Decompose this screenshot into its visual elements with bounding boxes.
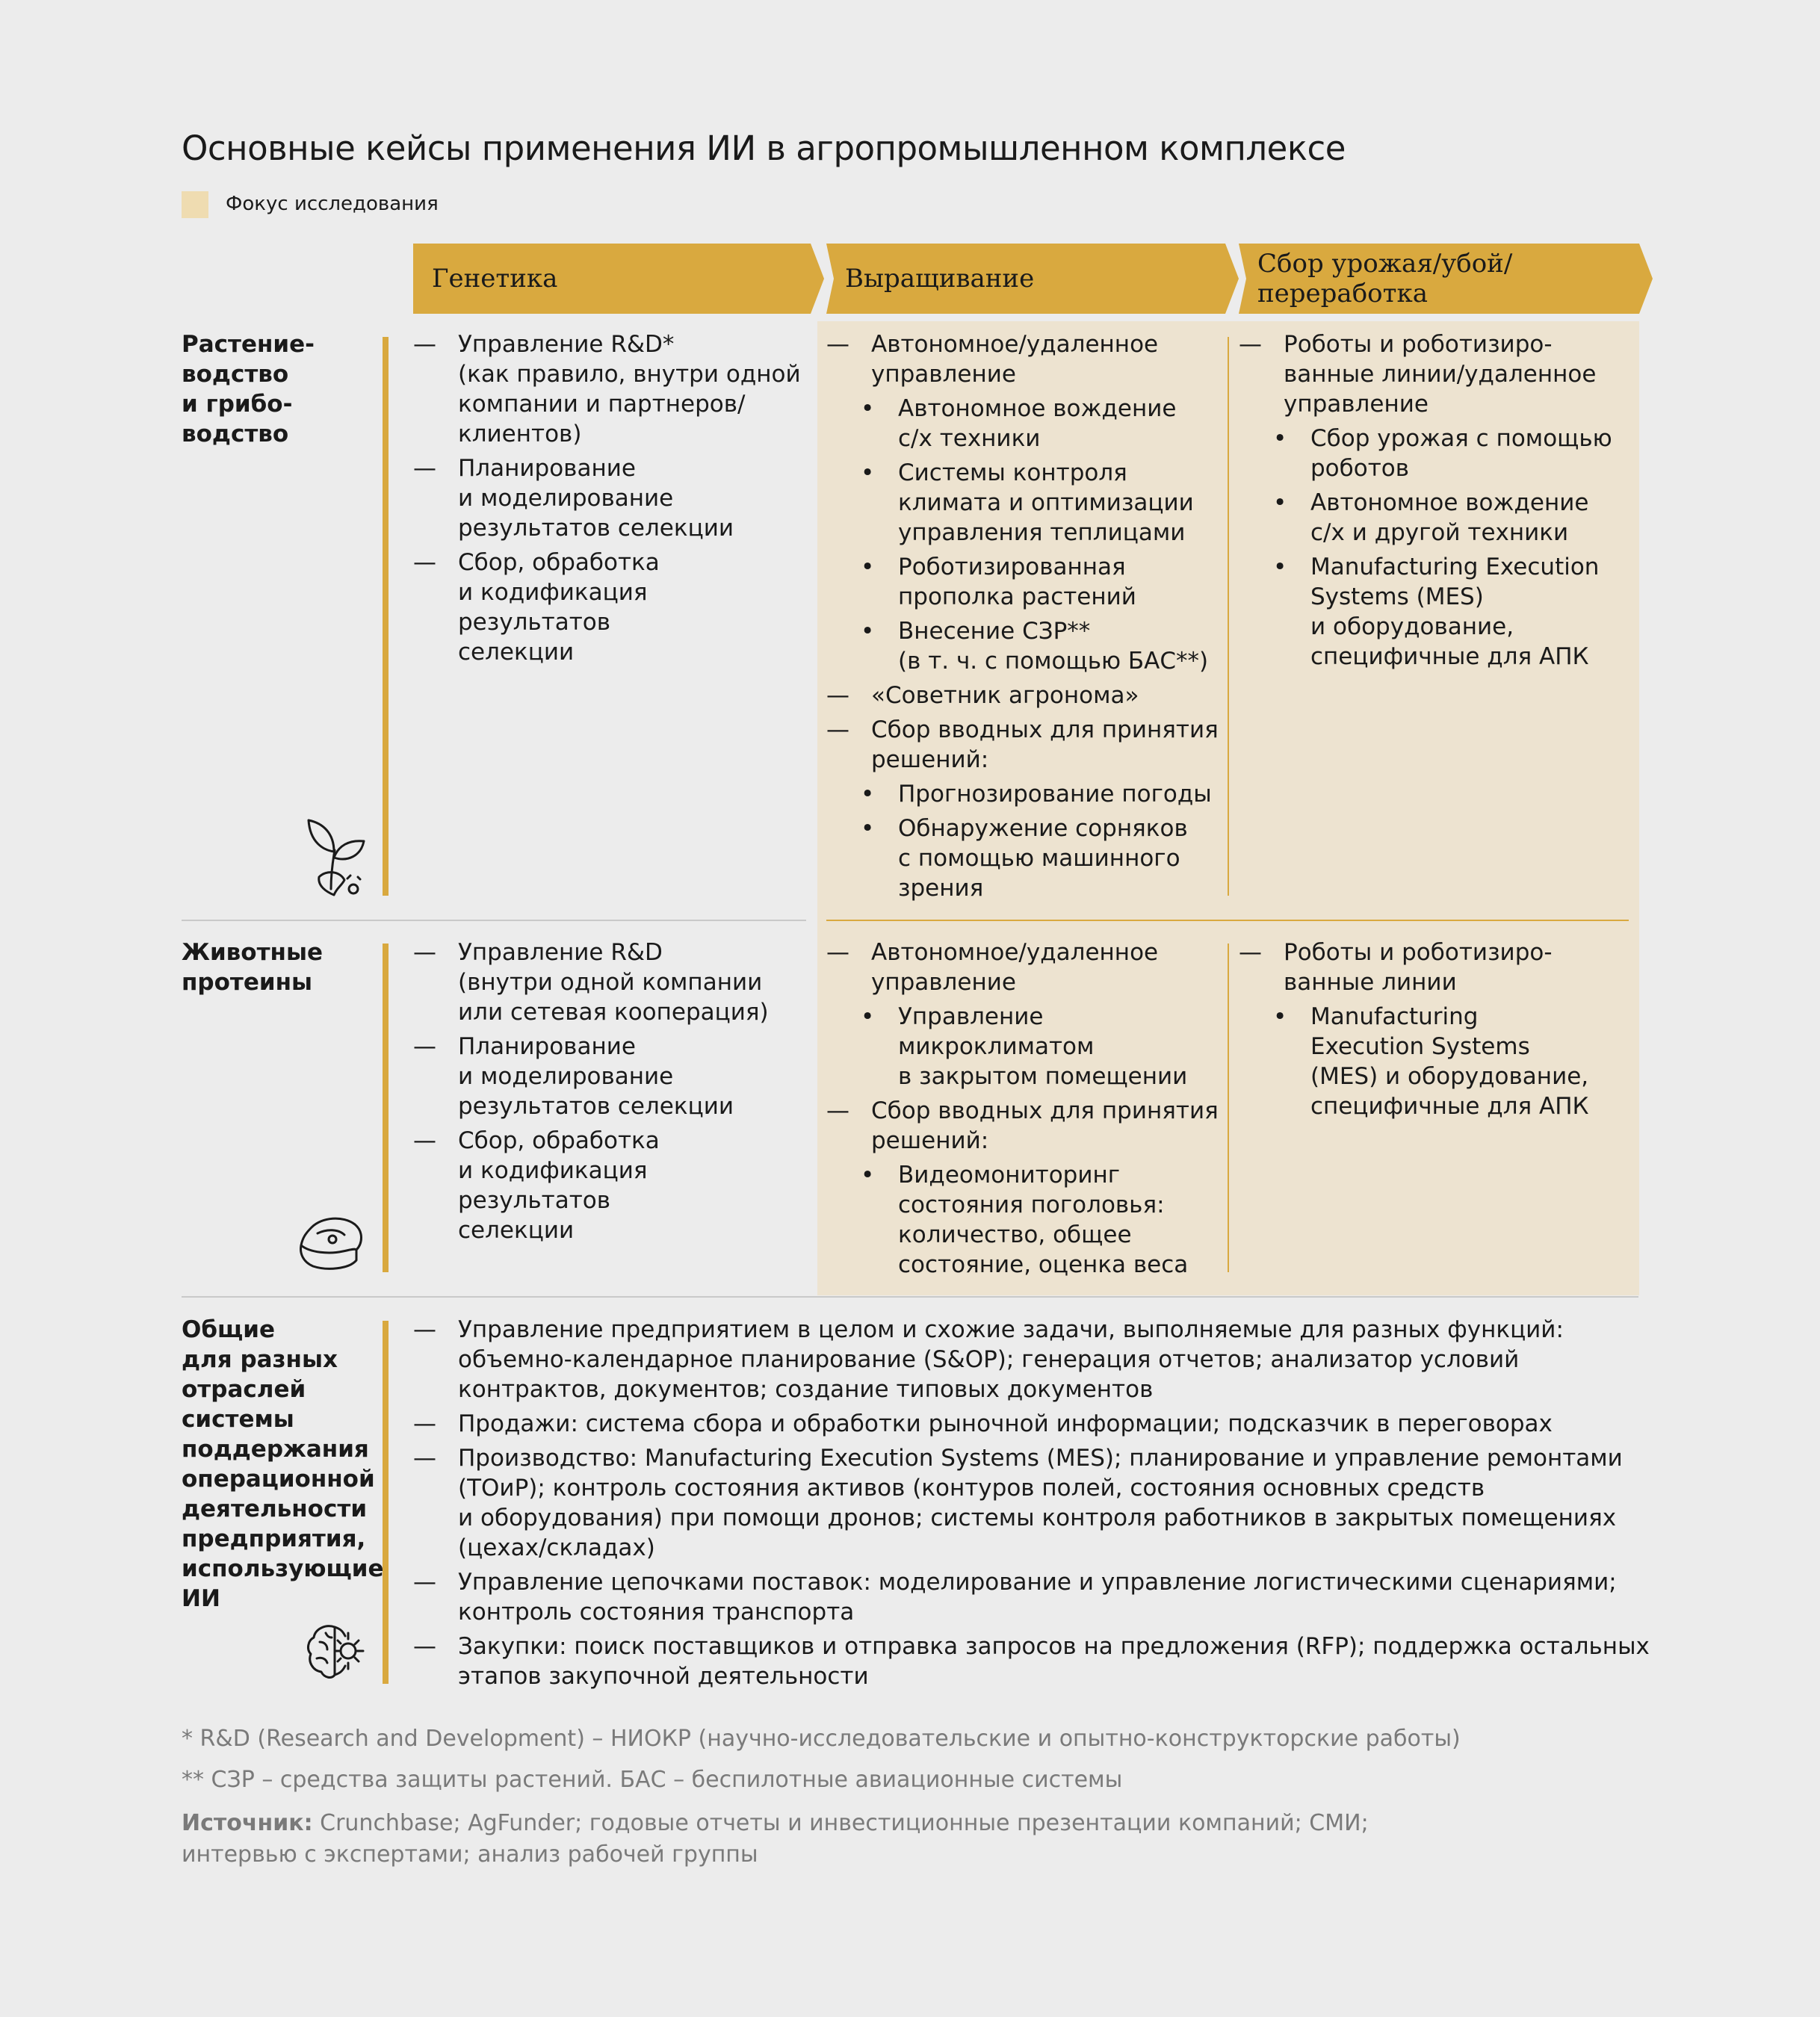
list-item: — Планирование и моделирование результатов селекции xyxy=(413,455,734,542)
legend-swatch xyxy=(182,191,208,218)
list-item: — Автономное/удаленное управление xyxy=(826,939,1159,996)
source-text: Crunchbase; AgFunder; годовые отчеты и инвестиционные презентации компаний; СМИ; xyxy=(312,1810,1369,1836)
cell-crops-growing xyxy=(826,329,1222,908)
phase-harvest xyxy=(1239,244,1653,314)
row-label-animal: Животные протеины xyxy=(182,939,324,996)
sub-item: • Внесение СЗР** (в т. ч. с помощью БАС**) xyxy=(861,618,1209,675)
phase-label: Генетика xyxy=(432,264,558,294)
sub-item: • Автономное вождение с/х техники xyxy=(861,395,1177,452)
phase-growing xyxy=(826,244,1239,314)
footnote-rd: * R&D (Research and Development) – НИОКР (научно-исследовательские и опытно-конструкторские работы) xyxy=(182,1726,1461,1752)
sub-item: • Manufacturing Execution Systems (MES) и оборудование, специфичные для АПК xyxy=(1273,1003,1589,1120)
list-item: — Сбор, обработка и кодификация результатов селекции xyxy=(413,1127,660,1244)
source-note xyxy=(182,1808,1369,1871)
phase-genetics xyxy=(413,244,824,314)
list-item: — Сбор вводных для принятия решений: xyxy=(826,1097,1219,1154)
column-divider xyxy=(1228,337,1229,896)
list-item: — Управление R&D* (как правило, внутри одной компании и партнеров/ клиентов) xyxy=(413,331,801,447)
cell-animal-harvest xyxy=(1239,938,1642,1126)
row-bar xyxy=(383,337,389,896)
list-item: — Управление предприятием в целом и схожие задачи, выполняемые для разных функций: объемно-календарное планирование (S&OP); генерация отчетов; анализатор условий контрактов, документов; создание типовых документов xyxy=(413,1316,1564,1403)
brain-gear-icon xyxy=(303,1620,366,1682)
sub-item: • Видеомониторинг состояния поголовья: количество, общее состояние, оценка веса xyxy=(861,1162,1189,1278)
phase-label: Сбор урожая/убой/ переработка xyxy=(1257,249,1513,309)
row-label-crops: Растение- водство и грибо- водство xyxy=(182,331,315,447)
sub-item: • Управление микроклиматом в закрытом помещении xyxy=(861,1003,1188,1090)
list-item: — Сбор, обработка и кодификация результатов селекции xyxy=(413,549,660,666)
page-title: Основные кейсы применения ИИ в агропромышленном комплексе xyxy=(182,128,1346,168)
footnote-szr: ** СЗР – средства защиты растений. БАС – беспилотные авиационные системы xyxy=(182,1767,1123,1793)
list-item: — Автономное/удаленное управление xyxy=(826,331,1159,388)
row-bar xyxy=(383,944,389,1272)
list-item: — Управление R&D (внутри одной компании или сетевая кооперация) xyxy=(413,939,769,1026)
sub-item: • Прогнозирование погоды xyxy=(861,781,1212,808)
column-divider xyxy=(1228,944,1229,1272)
sub-item: • Системы контроля климата и оптимизации управления теплицами xyxy=(861,459,1194,546)
list-item: — Продажи: система сбора и обработки рыночной информации; подсказчик в переговорах xyxy=(413,1410,1553,1437)
cell-animal-genetics xyxy=(413,938,802,1250)
sub-item: • Роботизированная прополка растений xyxy=(861,554,1136,610)
sub-item: • Автономное вождение с/х и другой техники xyxy=(1273,489,1589,546)
sub-item: • Обнаружение сорняков с помощью машинного зрения xyxy=(861,815,1188,902)
cell-common-systems xyxy=(413,1315,1653,1696)
cell-crops-genetics xyxy=(413,329,802,672)
sprout-icon xyxy=(301,814,368,898)
row-divider xyxy=(182,920,806,921)
list-item: — Управление цепочками поставок: моделирование и управление логистическими сценариями; контроль состояния транспорта xyxy=(413,1569,1617,1626)
phase-label: Выращивание xyxy=(845,264,1035,294)
list-item: — Роботы и роботизиро- ванные линии/удаленное управление xyxy=(1239,331,1597,418)
cell-animal-growing xyxy=(826,938,1222,1284)
list-item: — «Советник агронома» xyxy=(826,682,1139,709)
sub-item: • Manufacturing Execution Systems (MES) и оборудование, специфичные для АПК xyxy=(1273,554,1600,670)
row-divider xyxy=(182,1296,1638,1298)
list-item: — Производство: Manufacturing Execution Systems (MES); планирование и управление ремонтами (ТОиР); контроль состояния активов (контуров полей, состояния основных средств и оборудования) при помощи дронов; системы контроля работников в закрытых помещениях (цехах/складах) xyxy=(413,1445,1623,1561)
sub-item: • Сбор урожая с помощью роботов xyxy=(1273,425,1612,482)
list-item: — Сбор вводных для принятия решений: xyxy=(826,716,1219,773)
row-label-common: Общие для разных отраслей системы поддержания операционной деятельности предприятия, использующие ИИ xyxy=(182,1316,384,1612)
meat-icon xyxy=(297,1214,365,1272)
list-item: — Закупки: поиск поставщиков и отправка запросов на предложения (RFP); поддержка остальных этапов закупочной деятельности xyxy=(413,1633,1650,1690)
legend-label: Фокус исследования xyxy=(226,193,439,215)
list-item: — Роботы и роботизиро- ванные линии xyxy=(1239,939,1553,996)
source-label: Источник: xyxy=(182,1810,313,1836)
source-text: интервью с экспертами; анализ рабочей группы xyxy=(182,1841,758,1868)
cell-crops-harvest xyxy=(1239,329,1642,676)
list-item: — Планирование и моделирование результатов селекции xyxy=(413,1033,734,1120)
row-divider xyxy=(826,920,1629,921)
